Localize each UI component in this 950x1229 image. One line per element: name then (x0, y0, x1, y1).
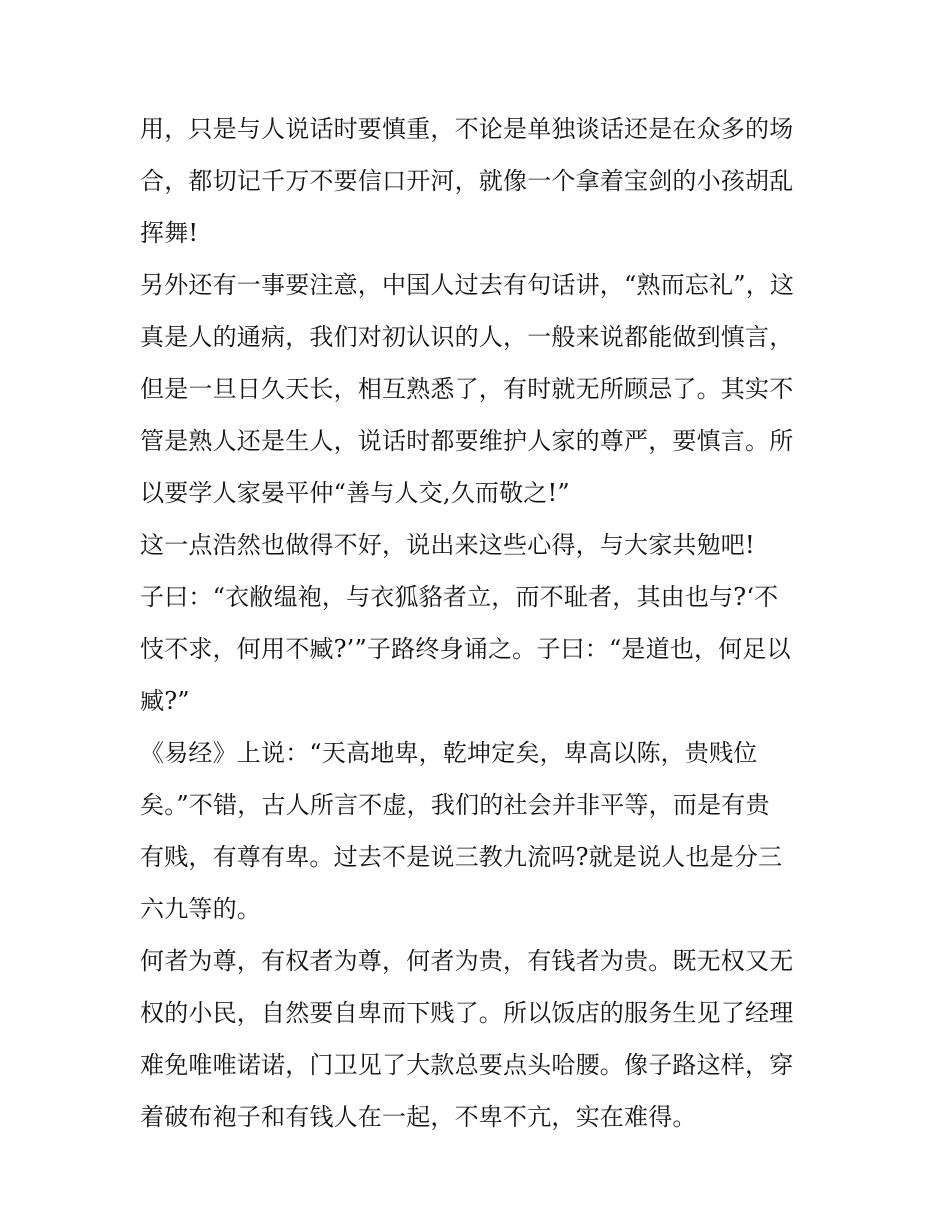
text-line: 有贱，有尊有卑。过去不是说三教九流吗?就是说人也是分三 (140, 843, 783, 871)
text-line: 六九等的。 (140, 895, 261, 923)
document-body (140, 103, 820, 1143)
text-line: 矣。”不错，古人所言不虚，我们的社会并非平等，而是有贵 (140, 791, 770, 819)
text-line: 何者为尊，有权者为尊，何者为贵，有钱者为贵。既无权又无 (140, 947, 794, 975)
text-line: 以要学人家晏平仲“善与人交,久而敬之!” (140, 479, 570, 507)
text-line: 真是人的通病，我们对初认识的人，一般来说都能做到慎言， (140, 323, 794, 351)
text-line: 权的小民，自然要自卑而下贱了。所以饭店的服务生见了经理 (140, 999, 794, 1027)
text-line: 这一点浩然也做得不好，说出来这些心得，与大家共勉吧! (140, 531, 755, 559)
text-line: 但是一旦日久天长，相互熟悉了，有时就无所顾忌了。其实不 (140, 375, 794, 403)
text-line: 着破布袍子和有钱人在一起，不卑不亢，实在难得。 (140, 1103, 697, 1131)
text-line: 臧?” (140, 687, 190, 715)
text-line: 忮不求，何用不臧?’”子路终身诵之。子曰：“是道也，何足以 (140, 635, 791, 663)
text-line: 《易经》上说：“天高地卑，乾坤定矣，卑高以陈，贵贱位 (140, 739, 758, 767)
text-line: 另外还有一事要注意，中国人过去有句话讲，“熟而忘礼”，这 (140, 271, 795, 299)
text-line: 管是熟人还是生人，说话时都要维护人家的尊严，要慎言。所 (140, 427, 794, 455)
text-line: 难免唯唯诺诺，门卫见了大款总要点头哈腰。像子路这样，穿 (140, 1051, 794, 1079)
text-line: 合，都切记千万不要信口开河，就像一个拿着宝剑的小孩胡乱 (140, 167, 794, 195)
text-line: 用，只是与人说话时要慎重，不论是单独谈话还是在众多的场 (140, 115, 794, 143)
text-line: 子曰：“衣敝缊袍，与衣狐貉者立，而不耻者，其由也与?‘不 (140, 583, 779, 611)
text-line: 挥舞! (140, 219, 199, 247)
